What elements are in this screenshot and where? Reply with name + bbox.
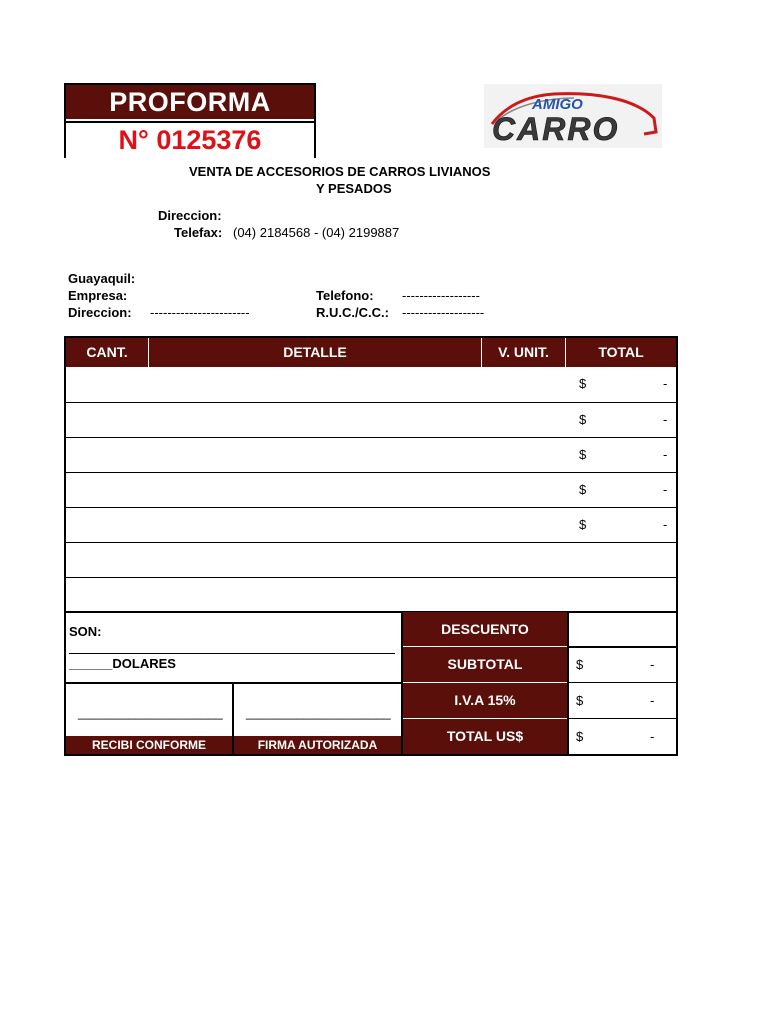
- client-direccion-label: Direccion:: [68, 305, 132, 320]
- row-total: -: [663, 376, 668, 391]
- company-line2: Y PESADOS: [316, 181, 392, 196]
- row-currency: $: [579, 412, 587, 427]
- logo-carro-text: CARRO: [492, 111, 620, 147]
- col-header-detalle: DETALLE: [149, 338, 482, 367]
- table-row: [66, 472, 676, 507]
- descuento-label: DESCUENTO: [403, 612, 567, 646]
- son-label: SON:: [69, 624, 102, 639]
- col-header-total: TOTAL: [598, 344, 644, 360]
- col-header-vunit: V. UNIT.: [482, 338, 566, 367]
- row-currency: $: [579, 447, 587, 462]
- total-currency: $: [576, 729, 584, 744]
- dolares-text: ______DOLARES: [69, 656, 176, 671]
- iva-label: I.V.A 15%: [403, 683, 567, 718]
- table-row: [66, 542, 676, 577]
- table-row: [66, 402, 676, 437]
- iva-currency: $: [576, 693, 584, 708]
- totals-row-line: [567, 682, 678, 683]
- company-direccion-label: Direccion:: [158, 208, 222, 223]
- client-city-label: Guayaquil:: [68, 271, 136, 286]
- table-row: [66, 507, 676, 542]
- recibi-signature-line: ____________________: [78, 705, 223, 720]
- col-header-cant: CANT.: [66, 338, 149, 367]
- proforma-title: PROFORMA: [66, 85, 314, 119]
- totals-row-line: [567, 718, 678, 719]
- client-telefono-value: ------------------: [402, 288, 480, 303]
- client-telefono-label: Telefono:: [316, 288, 374, 303]
- totals-row-line: [567, 646, 678, 648]
- row-currency: $: [579, 482, 587, 497]
- subtotal-currency: $: [576, 657, 584, 672]
- row-total: -: [663, 517, 668, 532]
- row-total: -: [663, 482, 668, 497]
- totals-value-divider: [567, 612, 569, 754]
- proforma-number: N° 0125376: [66, 121, 314, 158]
- row-total: -: [663, 447, 668, 462]
- company-line1: VENTA DE ACCESORIOS DE CARROS LIVIANOS: [189, 164, 491, 179]
- logo-amigo-text: AMIGO: [532, 96, 583, 113]
- iva-value: -: [650, 693, 655, 708]
- items-table-header: [66, 338, 676, 367]
- subtotal-value: -: [650, 657, 655, 672]
- row-total: -: [663, 412, 668, 427]
- total-label: TOTAL US$: [403, 719, 567, 754]
- client-empresa-label: Empresa:: [68, 288, 128, 303]
- client-ruc-value: -------------------: [402, 305, 485, 320]
- client-ruc-label: R.U.C./C.C.:: [316, 305, 389, 320]
- subtotal-label: SUBTOTAL: [403, 647, 567, 682]
- firma-signature-line: ____________________: [246, 705, 391, 720]
- table-row: [66, 437, 676, 472]
- items-table: [64, 336, 678, 613]
- footer-section: [64, 612, 678, 756]
- amigo-carro-logo: [484, 84, 662, 148]
- row-currency: $: [579, 376, 587, 391]
- son-line: [69, 653, 395, 654]
- client-direccion-value: -----------------------: [150, 305, 250, 320]
- table-row: [66, 367, 676, 402]
- row-currency: $: [579, 517, 587, 532]
- recibi-conforme-label: RECIBI CONFORME: [66, 736, 232, 754]
- total-value: -: [650, 729, 655, 744]
- company-telefax-label: Telefax:: [174, 225, 223, 240]
- table-row: [66, 577, 676, 613]
- company-telefax-value: (04) 2184568 - (04) 2199887: [233, 225, 400, 240]
- firma-autorizada-label: FIRMA AUTORIZADA: [234, 736, 401, 754]
- proforma-title-box: [64, 83, 316, 158]
